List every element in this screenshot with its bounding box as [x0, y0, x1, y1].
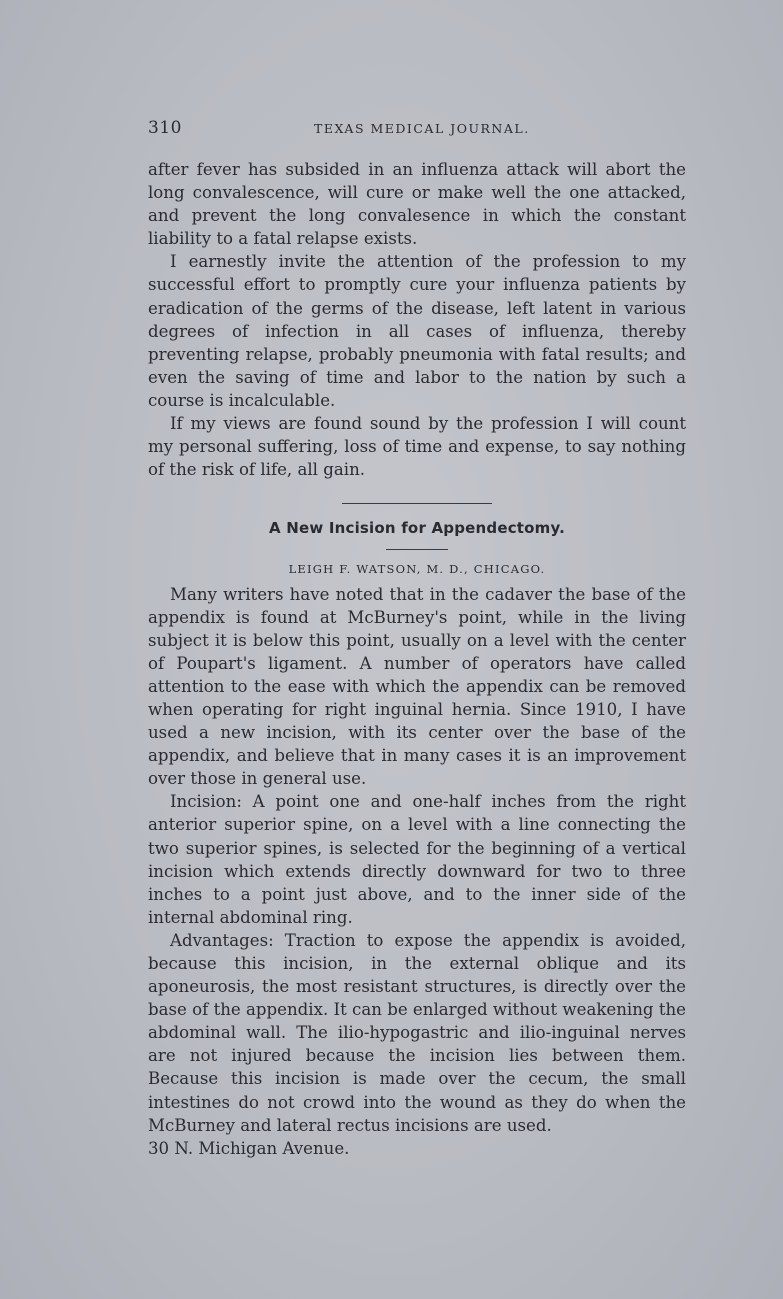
article-paragraph: Advantages: Traction to expose the appendix is avoided, because this incision, in the external oblique and its aponeurosis, the most resistant structures, is directly over the base of the appendix. It can be enlarged without weakening the abdominal wall. The ilio-hypogastric and ilio-inguinal nerves are not injured because the incision lies between them. Because this incision is made over the cecum, the small intestines do not crowd into the wound as they do when the McBurney and lateral rectus incisions are used. [148, 930, 686, 1135]
prior-article-paragraph: If my views are found sound by the profession I will count my personal suffering, loss of time and expense, to say nothing of the risk of life, all gain. [148, 414, 686, 480]
article-title: A New Incision for Appendectomy. [269, 519, 565, 538]
page-body [148, 158, 686, 1160]
journal-title: TEXAS MEDICAL JOURNAL. [314, 121, 530, 136]
section-divider [342, 503, 492, 504]
article-paragraph: Many writers have noted that in the cadaver the base of the appendix is found at McBurney's point, while in the living subject it is below this point, usually on a level with the center of Poupart's ligament. A number of operators have called attention to the ease with which the appendix can be removed when operating for right inguinal hernia. Since 1910, I have used a new incision, with its center over the base of the appendix, and believe that in many cases it is an improvement over those in general use. [148, 584, 686, 789]
running-head [148, 118, 708, 142]
prior-article-paragraph: after fever has subsided in an influenza attack will abort the long convalescence, will cure or make well the one attacked, and prevent the long convalesence in which the constant liability to a fatal relapse exists. [148, 160, 686, 249]
prior-article-paragraph: I earnestly invite the attention of the profession to my successful effort to promptly cure your influenza patients by eradication of the germs of the disease, left latent in various degrees of infection in all cases of influenza, thereby preventing relapse, probably pneumonia with fatal results; and even the saving of time and labor to the nation by such a course is incalculable. [148, 252, 686, 410]
title-rule [386, 549, 448, 550]
author-address: 30 N. Michigan Avenue. [148, 1138, 350, 1158]
page-number: 310 [148, 118, 182, 138]
author-byline: LEIGH F. WATSON, M. D., CHICAGO. [288, 562, 546, 577]
article-paragraph: Incision: A point one and one-half inches from the right anterior superior spine, on a level with a line connecting the two superior spines, is selected for the beginning of a vertical incision which extends directly downward for two to three inches to a point just above, and to the inner side of the internal abdominal ring. [148, 792, 686, 927]
